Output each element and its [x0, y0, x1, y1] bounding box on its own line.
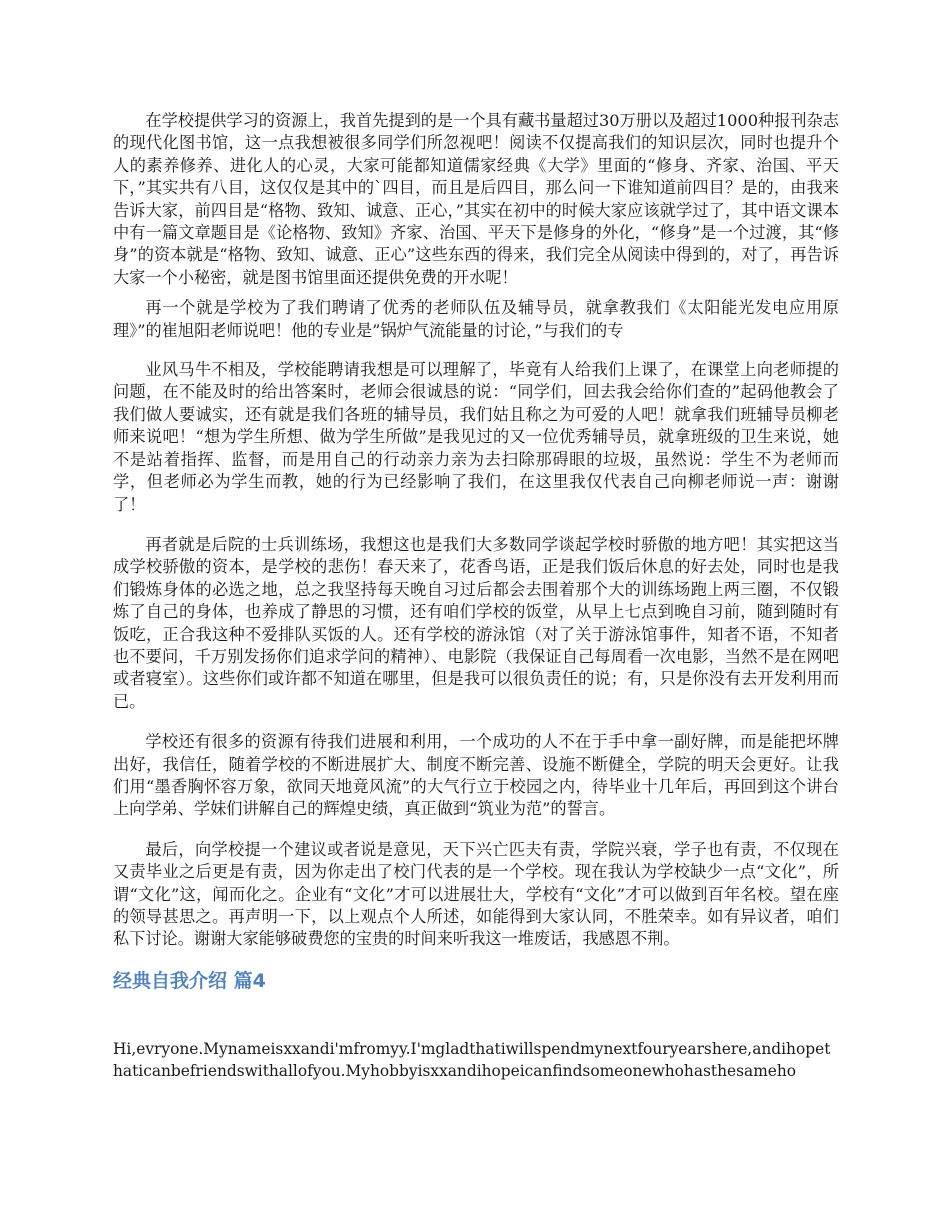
paragraph-library: 在学校提供学习的资源上，我首先提到的是一个具有藏书量超过30万册以及超过1000种报刊杂志的现代化图书馆，这一点我想被很多同学们所忽视吧！阅读不仅提高我们的知识层次，同时也提升个人的素养修养、进化人的心灵，大家可能都知道儒家经典《大学》里面的“修身、齐家、治国、平天下，”其实共有八目，这仅仅是其中的`四目，而且是后四目，那么问一下谁知道前四目？是的，由我来告诉大家，前四目是“格物、致知、诚意、正心，”其实在初中的时候大家应该就学过了，其中语文课本中有一篇文章题目是《论格物、致知》齐家、治国、平天下是修身的外化，“修身”是一个过渡，其“修身”的资本就是“格物、致知、诚意、正心”这些东西的得来，我们完全从阅读中得到的，对了，再告诉大家一个小秘密，就是图书馆里面还提供免费的开水呢！ — [113, 111, 839, 287]
paragraph-suggestion: 最后，向学校提一个建议或者说是意见，天下兴亡匹夫有责，学院兴衰，学子也有责，不仅现在又责毕业之后更是有责，因为你走出了校门代表的是一个学校。现在我认为学校缺少一点“文化”，所谓“文化”这，闻而化之。企业有“文化”才可以进展壮大，学校有“文化”才可以做到百年名校。望在座的领导甚思之。再声明一下，以上观点个人所述，如能得到大家认同，不胜荣幸。如有异议者，咱们私下讨论。谢谢大家能够破费您的宝贵的时间来听我这一堆废话，我感恩不荆。 — [113, 839, 839, 949]
paragraph-counselors: 业风马牛不相及，学校能聘请我想是可以理解了，毕竟有人给我们上课了，在课堂上向老师提的问题，在不能及时的给出答案时，老师会很诚恳的说：“同学们，回去我会给你们查的”起码他教会了我们做人要诚实，还有就是我们各班的辅导员，我们姑且称之为可爱的人吧！就拿我们班辅导员柳老师来说吧！“想为学生所想、做为学生所做”是我见过的又一位优秀辅导员，就拿班级的卫生来说，她不是站着指挥、监督，而是用自己的行动亲力亲为去扫除那碍眼的垃圾，虽然说：学生不为老师而学，但老师必为学生而教，她的行为已经影响了我们，在这里我仅代表自己向柳老师说一声：谢谢了！ — [113, 360, 839, 514]
english-introduction: Hi,evryone.Mynameisxxandi'mfromyy.I'mgladthatiwillspendmynextfouryearshere,andihopethaticanbefriendswithallofyou.Myhobbyisxxandihopeicanfindsomeonewhohasthesameho — [113, 1039, 831, 1081]
paragraph-resources: 学校还有很多的资源有待我们进展和利用，一个成功的人不在于手中拿一副好牌，而是能把坏牌出好，我信任，随着学校的不断进展扩大、制度不断完善、设施不断健全，学院的明天会更好。让我们用“墨香胸怀容万象，欲同天地竟风流”的大气行立于校园之内，待毕业十几年后，再回到这个讲台上向学弟、学妹们讲解自己的辉煌史绩，真正做到“筑业为范”的誓言。 — [113, 732, 839, 819]
paragraph-training-ground: 再者就是后院的士兵训练场，我想这也是我们大多数同学谈起学校时骄傲的地方吧！其实把这当成学校骄傲的资本，是学校的悲伤！春天来了，花香鸟语，正是我们饭后休息的好去处，同时也是我们锻炼身体的必选之地，总之我坚持每天晚自习过后都会去围着那个大的训练场跑上两三圈，不仅锻炼了自己的身体，也养成了静思的习惯，还有咱们学校的饭堂，从早上七点到晚自习前，随到随时有饭吃，正合我这种不爱排队买饭的人。还有学校的游泳馆（对了关于游泳馆事件，知者不语，不知者也不要问，千万别发扬你们追求学问的精神）、电影院（我保证自己每周看一次电影，当然不是在网吧或者寝室）。这些你们或许都不知道在哪里，但是我可以很负责任的说；有，只是你没有去开发利用而已。 — [113, 534, 839, 711]
section-heading: 经典自我介绍 篇4 — [113, 969, 266, 992]
paragraph-teachers: 再一个就是学校为了我们聘请了优秀的老师队伍及辅导员，就拿教我们《太阳能光发电应用原理》”的崔旭阳老师说吧！他的专业是”锅炉气流能量的讨论，”与我们的专 — [113, 298, 839, 340]
document-page — [113, 110, 839, 1083]
